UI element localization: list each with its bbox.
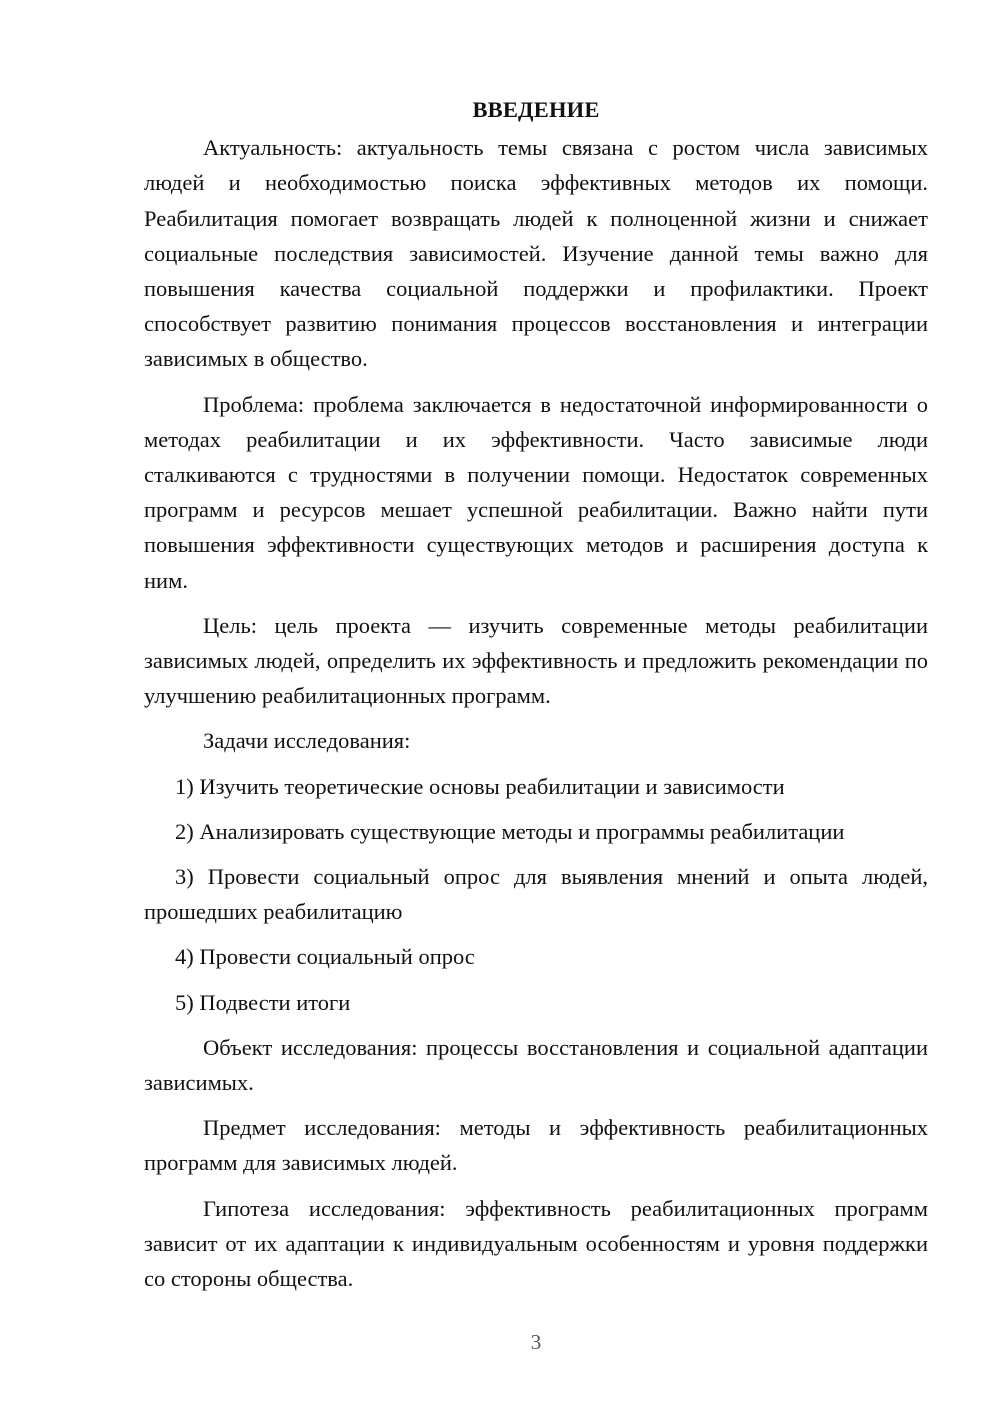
tasks-heading: Задачи исследования: — [203, 728, 411, 754]
page-title: ВВЕДЕНИЕ — [472, 97, 600, 122]
task-item-3: 3) Провести социальный опрос для выявления мнений и опыта людей, прошедших реабилитацию — [144, 864, 928, 925]
paragraph-problem: Проблема: проблема заключается в недостаточной информированности о методах реабилитации и их эффективности. Часто зависимые люди сталкиваются с трудностями в получении помощи. Недостаток современных программ и ресурсов мешает успешной реабилитации. Важно найти пути повышения эффективности существующих методов и расширения доступа к ним. — [144, 391, 928, 593]
task-item-2: 2) Анализировать существующие методы и программы реабилитации — [175, 818, 845, 844]
task-item-5: 5) Подвести итоги — [175, 989, 351, 1015]
paragraph-object: Объект исследования: процессы восстановления и социальной адаптации зависимых. — [144, 1034, 928, 1096]
page-number: 3 — [530, 1330, 542, 1354]
document-page — [144, 92, 928, 1306]
paragraph-subject: Предмет исследования: методы и эффективность реабилитационных программ для зависимых людей. — [144, 1115, 928, 1176]
paragraph-hypothesis: Гипотеза исследования: эффективность реабилитационных программ зависит от их адаптации к индивидуальным особенностям и уровня поддержки со стороны общества. — [144, 1195, 928, 1292]
paragraph-relevance: Актуальность: актуальность темы связана с ростом числа зависимых людей и необходимостью поиска эффективных методов их помощи. Реабилитация помогает возвращать людей к полноценной жизни и снижает социальные последствия зависимостей. Изучение данной темы важно для повышения качества социальной поддержки и профилактики. Проект способствует развитию понимания процессов восстановления и интеграции зависимых в общество. — [144, 135, 928, 372]
task-item-4: 4) Провести социальный опрос — [175, 944, 475, 970]
paragraph-goal: Цель: цель проекта — изучить современные методы реабилитации зависимых людей, определить их эффективность и предложить рекомендации по улучшению реабилитационных программ. — [144, 612, 928, 709]
task-item-1: 1) Изучить теоретические основы реабилитации и зависимости — [175, 773, 785, 799]
